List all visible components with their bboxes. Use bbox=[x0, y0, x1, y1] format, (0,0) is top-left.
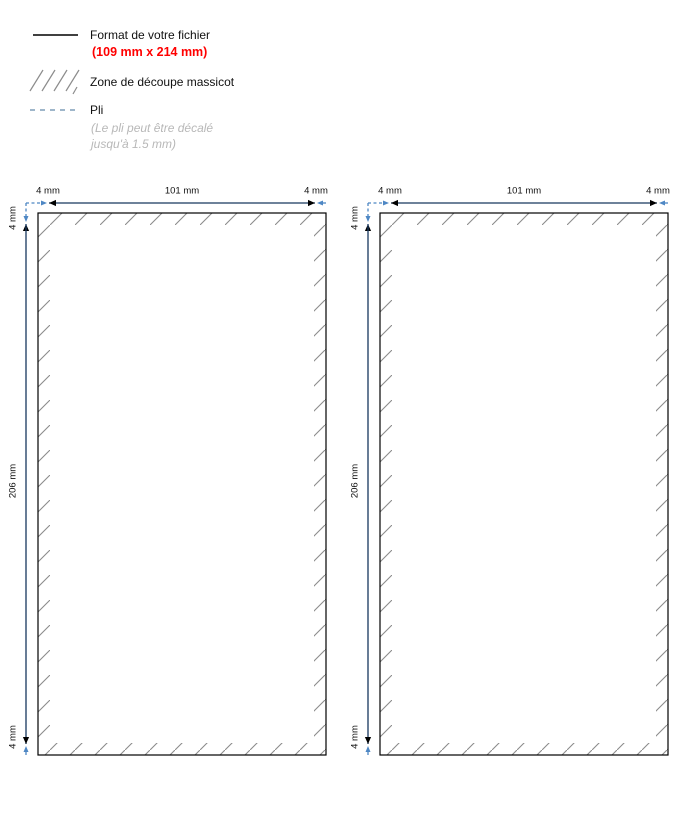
panel-right-top-bleed-right-label: 4 mm bbox=[646, 185, 670, 197]
pli-note-line1: (Le pli peut être décalé bbox=[91, 121, 214, 135]
cut-zone-label: Zone de découpe massicot bbox=[90, 75, 235, 89]
cut-zone-swatch-icon bbox=[30, 70, 79, 94]
cut-zone-hatch-frame bbox=[38, 213, 326, 755]
panel-right-top-bleed-left-label: 4 mm bbox=[378, 185, 402, 197]
panel-right-top-width-label: 101 mm bbox=[506, 185, 542, 197]
panel-right-side-height-label: 206 mm bbox=[349, 463, 361, 499]
panel-right-side-bleed-top-label: 4 mm bbox=[349, 206, 361, 230]
top-dimension-line bbox=[26, 200, 326, 206]
file-format-outline bbox=[38, 213, 326, 755]
panel-right-side-bleed-bottom-label: 4 mm bbox=[349, 725, 361, 749]
pli-label: Pli bbox=[90, 103, 104, 117]
panel-left-top-bleed-right-label: 4 mm bbox=[304, 185, 328, 197]
side-dimension-line bbox=[23, 203, 29, 755]
panel-left-side-bleed-top-label: 4 mm bbox=[7, 206, 19, 230]
panel-left-top-bleed-left-label: 4 mm bbox=[36, 185, 60, 197]
panel-left-side-bleed-bottom-label: 4 mm bbox=[7, 725, 19, 749]
legend-swatches bbox=[30, 35, 79, 110]
format-label: Format de votre fichier bbox=[90, 28, 211, 42]
panel-left-side-height-label: 206 mm bbox=[7, 463, 19, 499]
panel-left-graphics bbox=[23, 200, 326, 755]
pli-note-line2: jusqu'à 1.5 mm) bbox=[91, 137, 176, 151]
panel-right-graphics bbox=[365, 200, 668, 755]
panel-left-top-width-label: 101 mm bbox=[164, 185, 200, 197]
format-size-label: (109 mm x 214 mm) bbox=[92, 45, 208, 59]
